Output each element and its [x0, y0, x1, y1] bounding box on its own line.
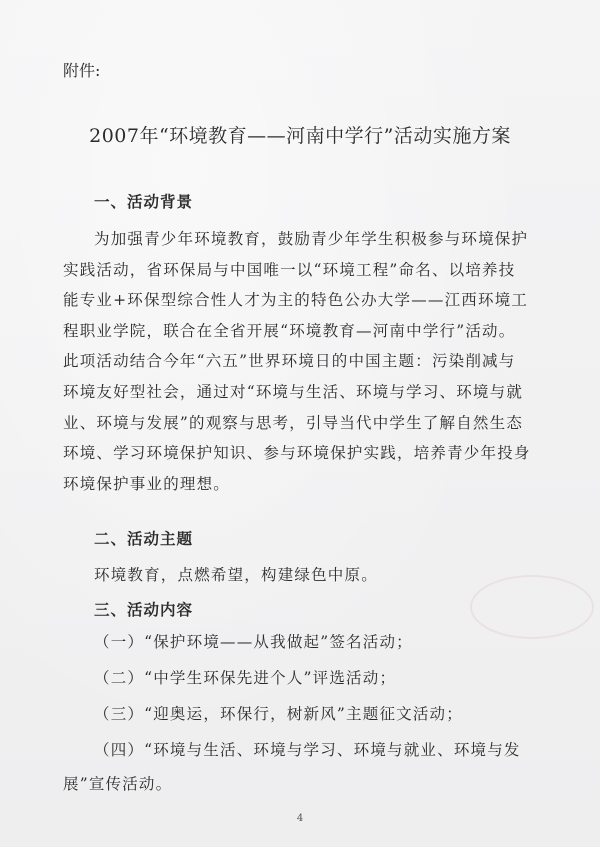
section-heading-background: 一、活动背景 — [94, 192, 194, 211]
section-heading-theme: 二、活动主题 — [94, 529, 194, 548]
paragraph-line: 程职业学院，联合在全省开展“环境教育—河南中学行”活动。 — [63, 321, 516, 340]
paragraph-line: 此项活动结合今年“六五”世界环境日的中国主题：污染削减与 — [63, 352, 516, 371]
paragraph-line: 环境、学习环境保护知识、参与环境保护实践，培养青少年投身 — [63, 444, 531, 463]
paragraph-line: 能专业+环保型综合性人才为主的特色公办大学——江西环境工 — [63, 291, 529, 310]
faint-stamp-mark — [470, 575, 594, 639]
paragraph-line: 为加强青少年环境教育，鼓励青少年学生积极参与环境保护 — [94, 230, 529, 248]
content-item: （二）“中学生环保先进个人”评选活动； — [94, 669, 397, 687]
content-item: （三）“迎奥运，环保行，树新风”主题征文活动； — [94, 705, 463, 723]
paragraph-line: 实践活动，省环保局与中国唯一以“环境工程”命名、以培养技 — [63, 260, 516, 279]
paragraph-line: 环境友好型社会，通过对“环境与生活、环境与学习、环境与就 — [63, 382, 524, 401]
content-item: （四）“环境与生活、环境与学习、环境与就业、环境与发 — [94, 741, 521, 759]
document-title: 2007年“环境教育——河南中学行”活动实施方案 — [89, 125, 511, 147]
background-paragraph — [63, 224, 551, 499]
theme-text: 环境教育，点燃希望，构建绿色中原。 — [94, 566, 378, 584]
paragraph-line: 业、环境与发展”的观察与思考，引导当代中学生了解自然生态 — [63, 413, 524, 432]
section-heading-content: 三、活动内容 — [94, 600, 194, 619]
attachment-label: 附件: — [63, 61, 101, 80]
bleed-through-text — [150, 68, 402, 87]
content-item-continuation: 展”宣传活动。 — [63, 775, 173, 793]
content-item: （一）“保护环境——从我做起”签名活动； — [94, 633, 413, 651]
paragraph-line: 环境保护事业的理想。 — [63, 474, 231, 493]
page-number: 4 — [296, 813, 304, 824]
